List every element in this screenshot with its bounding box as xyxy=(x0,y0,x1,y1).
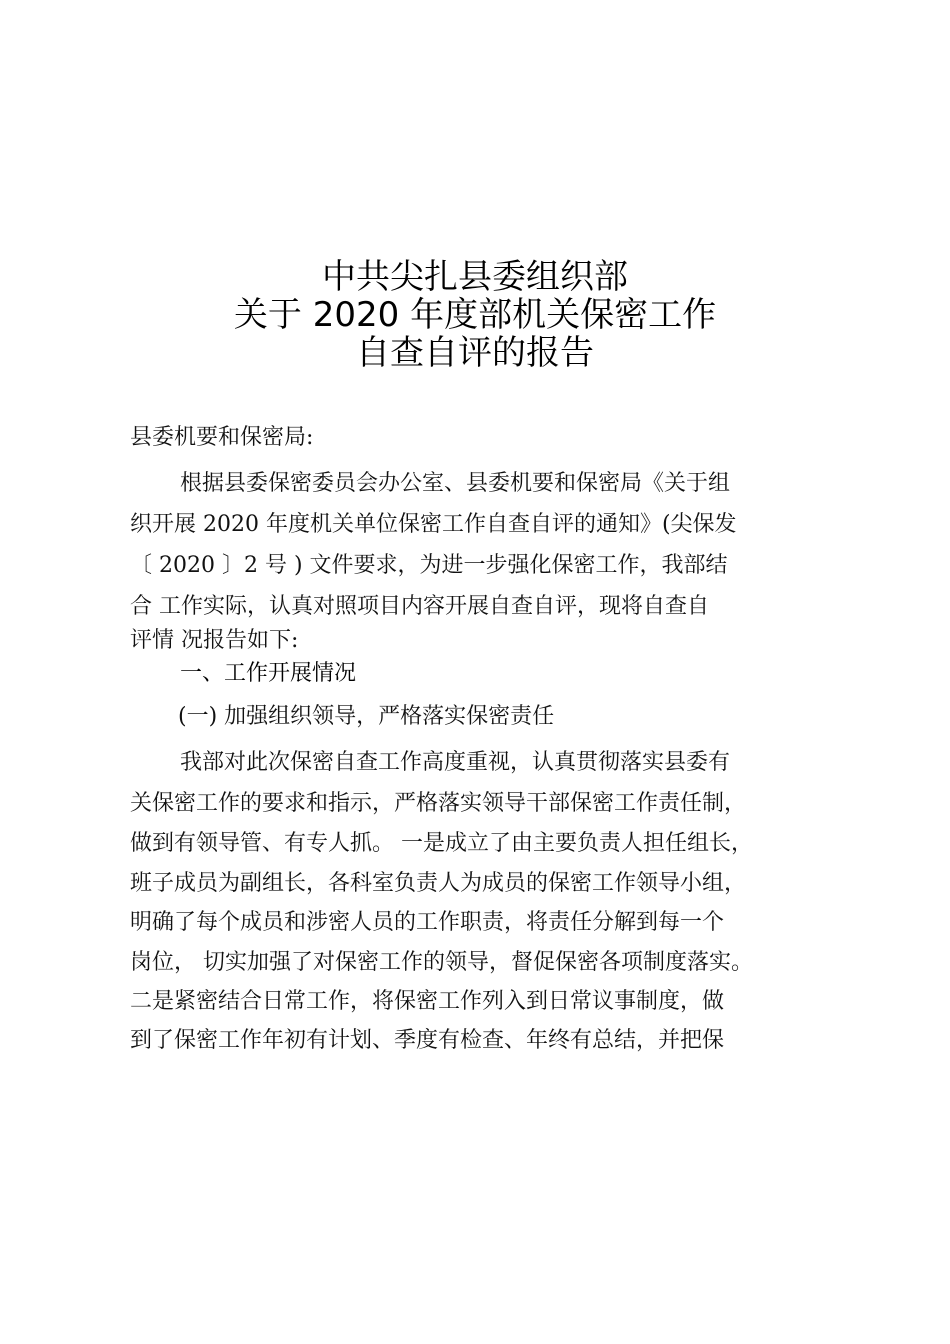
body-line-5: 明确了每个成员和涉密人员的工作职责，将责任分解到每一个 xyxy=(130,910,725,935)
body-line-7: 二是紧密结合日常工作，将保密工作列入到日常议事制度，做 xyxy=(130,989,725,1014)
intro-line-4: 合 工作实际，认真对照项目内容开展自查自评，现将自查自 xyxy=(130,594,709,619)
body-line-4: 班子成员为副组长，各科室负责人为成员的保密工作领导小组， xyxy=(130,871,747,896)
body-line-1: 我部对此次保密自查工作高度重视，认真贯彻落实县委有 xyxy=(180,750,731,775)
section-heading: 一、工作开展情况 xyxy=(180,661,357,686)
body-line-6: 岗位， 切实加强了对保密工作的领导，督促保密各项制度落实。 xyxy=(130,950,753,975)
title-line-3: 自查自评的报告 xyxy=(356,333,594,373)
body-line-8: 到了保密工作年初有计划、季度有检查、年终有总结，并把保 xyxy=(130,1028,725,1053)
subsection-heading: (一) 加强组织领导，严格落实保密责任 xyxy=(178,704,555,729)
intro-line-1: 根据县委保密委员会办公室、县委机要和保密局《关于组 xyxy=(180,471,731,496)
intro-line-5: 评情 况报告如下: xyxy=(130,628,299,653)
body-line-3: 做到有领导管、有专人抓。 一是成立了由主要负责人担任组长， xyxy=(130,831,753,856)
title-line-2: 关于 2020 年度部机关保密工作 xyxy=(233,295,717,335)
body-line-2: 关保密工作的要求和指示，严格落实领导干部保密工作责任制， xyxy=(130,791,747,816)
intro-line-2: 织开展 2020 年度机关单位保密工作自查自评的通知》(尖保发 xyxy=(130,512,737,537)
document-title xyxy=(0,258,950,372)
intro-line-3: 〔 2020 〕2 号 ) 文件要求，为进一步强化保密工作，我部结 xyxy=(130,553,728,578)
title-line-1: 中共尖扎县委组织部 xyxy=(322,257,628,297)
salutation: 县委机要和保密局: xyxy=(130,425,314,450)
